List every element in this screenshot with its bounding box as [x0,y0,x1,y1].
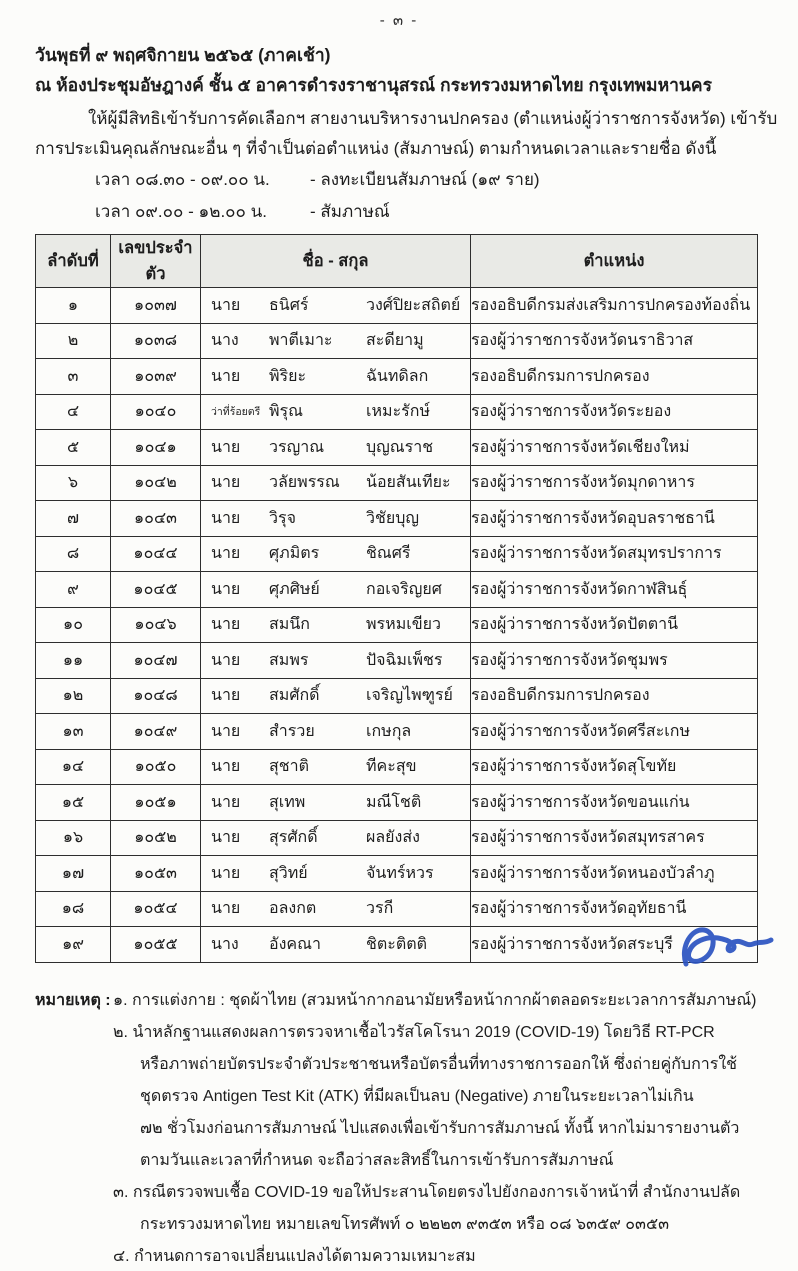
cell-first-name: ศุภมิตร [269,545,320,563]
cell-last-name: วรกี [366,900,394,918]
note-line: ๒. นำหลักฐานแสดงผลการตรวจหาเชื้อไวรัสโคโรนา 2019 (COVID-19) โดยวิธี RT-PCR [113,1023,715,1041]
cell-name [201,394,471,430]
note-line: ชุดตรวจ Antigen Test Kit (ATK) ที่มีผลเป็นลบ (Negative) ภายในระยะเวลาไม่เกิน [140,1087,694,1105]
cell-id: ๑๐๔๘ [111,678,201,714]
note-line: ๓. กรณีตรวจพบเชื้อ COVID-19 ขอให้ประสานโดยตรงไปยังกองการเจ้าหน้าที่ สำนักงานปลัด [113,1183,741,1201]
cell-last-name: บุญณราช [366,438,434,456]
table-row [36,323,758,359]
table-row [36,359,758,395]
cell-id: ๑๐๔๖ [111,607,201,643]
cell-id: ๑๐๔๒ [111,465,201,501]
cell-order: ๑๗ [36,856,111,892]
cell-name [201,430,471,466]
cell-position: รองอธิบดีกรมการปกครอง [471,359,758,395]
cell-last-name: ฉันทดิลก [366,367,429,385]
cell-id: ๑๐๓๘ [111,323,201,359]
cell-order: ๙ [36,572,111,608]
cell-name [201,714,471,750]
cell-title: นาย [211,474,241,492]
candidates-table-body [36,288,758,963]
table-row [36,501,758,537]
table-row [36,927,758,963]
cell-name [201,323,471,359]
cell-first-name: สมพร [269,651,309,669]
cell-order: ๑๓ [36,714,111,750]
cell-title: นาย [211,296,241,314]
table-row [36,714,758,750]
cell-id: ๑๐๔๓ [111,501,201,537]
schedule-time: เวลา ๐๙.๐๐ - ๑๒.๐๐ น. [95,202,267,221]
cell-order: ๗ [36,501,111,537]
cell-title: นาย [211,793,241,811]
table-row [36,465,758,501]
note-line: ตามวันและเวลาที่กำหนด จะถือว่าสละสิทธิ์ในการเข้ารับการสัมภาษณ์ [140,1151,614,1169]
cell-position: รองผู้ว่าราชการจังหวัดนราธิวาส [471,323,758,359]
cell-position: รองผู้ว่าราชการจังหวัดอุทัยธานี [471,891,758,927]
cell-id: ๑๐๓๙ [111,359,201,395]
cell-position: รองผู้ว่าราชการจังหวัดสมุทรปราการ [471,536,758,572]
cell-last-name: ชิณศรี [366,545,411,563]
table-row [36,785,758,821]
table-row [36,891,758,927]
candidates-table [35,234,758,963]
document-header [35,40,763,100]
column-header-id: เลขประจำตัว [111,235,201,288]
cell-last-name: กอเจริญยศ [366,580,442,598]
table-row [36,678,758,714]
cell-name [201,572,471,608]
cell-title: นาย [211,616,241,634]
cell-order: ๑๔ [36,749,111,785]
cell-name [201,820,471,856]
column-header-position: ตำแหน่ง [471,235,758,288]
table-row [36,536,758,572]
cell-position: รองผู้ว่าราชการจังหวัดหนองบัวลำภู [471,856,758,892]
table-row [36,749,758,785]
cell-id: ๑๐๕๒ [111,820,201,856]
cell-name [201,465,471,501]
cell-name [201,749,471,785]
column-header-name: ชื่อ - สกุล [201,235,471,288]
cell-first-name: สุรศักดิ์ [269,829,318,847]
cell-id: ๑๐๕๐ [111,749,201,785]
cell-first-name: พิรุณ [269,403,303,421]
cell-last-name: ทีคะสุข [366,758,417,776]
cell-title: นาย [211,864,241,882]
schedule-row-interview [35,196,763,228]
cell-name [201,785,471,821]
schedule-list [35,164,763,228]
column-header-order: ลำดับที่ [36,235,111,288]
table-row [36,288,758,324]
cell-last-name: มณีโชติ [366,793,422,811]
cell-order: ๑๙ [36,927,111,963]
cell-first-name: สมนึก [269,616,310,634]
meeting-date-line: วันพุธที่ ๙ พฤศจิกายน ๒๕๖๕ (ภาคเช้า) [35,45,331,65]
cell-order: ๑๘ [36,891,111,927]
cell-last-name: จันทร์หวร [366,864,434,882]
cell-order: ๓ [36,359,111,395]
cell-title: นาย [211,687,241,705]
notes-section [35,985,763,1271]
cell-last-name: ผลยังส่ง [366,829,420,847]
cell-order: ๑๐ [36,607,111,643]
cell-last-name: เจริญไพฑูรย์ [366,687,453,705]
cell-title: นาย [211,580,241,598]
cell-title: นาย [211,758,241,776]
schedule-row-registration [35,164,763,196]
cell-last-name: ชิตะติตติ [366,935,428,953]
cell-position: รองผู้ว่าราชการจังหวัดสุโขทัย [471,749,758,785]
intro-paragraph [35,104,778,164]
cell-position: รองผู้ว่าราชการจังหวัดอุบลราชธานี [471,501,758,537]
note-line: กระทรวงมหาดไทย หมายเลขโทรศัพท์ ๐ ๒๒๒๓ ๙๓๕๓ หรือ ๐๘ ๖๓๕๙ ๐๓๕๓ [140,1215,670,1233]
cell-name [201,643,471,679]
note-line: ๗๒ ชั่วโมงก่อนการสัมภาษณ์ ไปแสดงเพื่อเข้ารับการสัมภาษณ์ ทั้งนี้ หากไม่มารายงานตัว [140,1119,740,1137]
cell-title: นาย [211,722,241,740]
cell-id: ๑๐๔๗ [111,643,201,679]
cell-title: นาง [211,935,239,953]
cell-name [201,927,471,963]
cell-order: ๑๑ [36,643,111,679]
cell-id: ๑๐๔๑ [111,430,201,466]
cell-id: ๑๐๕๓ [111,856,201,892]
cell-first-name: สุเทพ [269,793,306,811]
page-number: - ๓ - [379,12,419,29]
note-line: ๑. การแต่งกาย : ชุดผ้าไทย (สวมหน้ากากอนามัยหรือหน้ากากผ้าตลอดระยะเวลาการสัมภาษณ์) [113,991,757,1009]
cell-order: ๖ [36,465,111,501]
cell-first-name: วิรุจ [269,509,296,527]
cell-order: ๔ [36,394,111,430]
note-line: ๔. กำหนดการอาจเปลี่ยนแปลงได้ตามความเหมาะสม [113,1247,476,1265]
cell-position: รองผู้ว่าราชการจังหวัดขอนแก่น [471,785,758,821]
cell-last-name: ปัจฉิมเพ็ชร [366,651,443,669]
cell-id: ๑๐๔๙ [111,714,201,750]
intro-line-2: การประเมินคุณลักษณะอื่น ๆ ที่จำเป็นต่อตำแหน่ง (สัมภาษณ์) ตามกำหนดเวลาและรายชื่อ ดังนี้ [35,139,717,158]
meeting-venue-line: ณ ห้องประชุมอัษฎางค์ ชั้น ๕ อาคารดำรงราชานุสรณ์ กระทรวงมหาดไทย กรุงเทพมหานคร [35,75,713,95]
cell-title: นาย [211,509,241,527]
cell-name [201,359,471,395]
cell-last-name: น้อยสันเทียะ [366,474,451,492]
table-row [36,430,758,466]
cell-position: รองผู้ว่าราชการจังหวัดกาฬสินธุ์ [471,572,758,608]
cell-name [201,288,471,324]
cell-position: รองผู้ว่าราชการจังหวัดชุมพร [471,643,758,679]
cell-last-name: วงศ์ปิยะสถิตย์ [366,296,461,314]
table-row [36,607,758,643]
cell-first-name: สมศักดิ์ [269,687,320,705]
cell-last-name: เหมะรักษ์ [366,403,430,421]
candidates-table-header [36,235,758,288]
cell-order: ๕ [36,430,111,466]
cell-title: นาย [211,367,241,385]
cell-last-name: สะดียามู [366,332,424,350]
cell-position: รองผู้ว่าราชการจังหวัดเชียงใหม่ [471,430,758,466]
cell-position: รองผู้ว่าราชการจังหวัดมุกดาหาร [471,465,758,501]
cell-order: ๘ [36,536,111,572]
cell-first-name: พิริยะ [269,367,307,385]
cell-order: ๑ [36,288,111,324]
cell-id: ๑๐๔๐ [111,394,201,430]
notes-items [113,985,763,1271]
cell-first-name: ศุภศิษย์ [269,580,320,598]
cell-position: รองอธิบดีกรมการปกครอง [471,678,758,714]
schedule-activity: - สัมภาษณ์ [310,202,390,221]
cell-title: นาย [211,900,241,918]
cell-title: นาย [211,651,241,669]
cell-id: ๑๐๕๕ [111,927,201,963]
cell-first-name: อลงกต [269,900,317,918]
notes-label: หมายเหตุ : [35,991,111,1009]
cell-position: รองผู้ว่าราชการจังหวัดระยอง [471,394,758,430]
cell-last-name: พรหมเขียว [366,616,441,634]
note-line: หรือภาพถ่ายบัตรประจำตัวประชาชนหรือบัตรอื่นที่ทางราชการออกให้ ซึ่งถ่ายคู่กับการใช้ [140,1055,738,1073]
table-row [36,394,758,430]
cell-name [201,536,471,572]
cell-name [201,607,471,643]
cell-first-name: วลัยพรรณ [269,474,340,492]
table-row [36,572,758,608]
cell-order: ๑๕ [36,785,111,821]
cell-position: รองอธิบดีกรมส่งเสริมการปกครองท้องถิ่น [471,288,758,324]
cell-id: ๑๐๕๑ [111,785,201,821]
cell-position: รองผู้ว่าราชการจังหวัดสระบุรี [471,927,758,963]
cell-id: ๑๐๕๔ [111,891,201,927]
cell-position: รองผู้ว่าราชการจังหวัดศรีสะเกษ [471,714,758,750]
cell-title: นาย [211,438,241,456]
cell-name [201,891,471,927]
cell-title: นาย [211,545,241,563]
cell-last-name: วิชัยบุญ [366,509,420,527]
cell-last-name: เกษกุล [366,722,412,740]
cell-first-name: ธนิศร์ [269,296,309,314]
cell-position: รองผู้ว่าราชการจังหวัดปัตตานี [471,607,758,643]
cell-title: นาย [211,829,241,847]
cell-id: ๑๐๔๕ [111,572,201,608]
table-row [36,643,758,679]
cell-title: นาง [211,332,239,350]
cell-first-name: สุวิทย์ [269,864,308,882]
cell-id: ๑๐๔๔ [111,536,201,572]
cell-id: ๑๐๓๗ [111,288,201,324]
schedule-time: เวลา ๐๘.๓๐ - ๐๙.๐๐ น. [95,170,270,189]
cell-order: ๑๒ [36,678,111,714]
cell-name [201,856,471,892]
cell-position: รองผู้ว่าราชการจังหวัดสมุทรสาคร [471,820,758,856]
cell-order: ๑๖ [36,820,111,856]
intro-line-1: ให้ผู้มีสิทธิเข้ารับการคัดเลือกฯ สายงานบริหารงานปกครอง (ตำแหน่งผู้ว่าราชการจังหวัด) เข้ารับ [88,109,778,128]
cell-first-name: วรญาณ [269,438,325,456]
cell-order: ๒ [36,323,111,359]
table-row [36,820,758,856]
table-row [36,856,758,892]
schedule-activity: - ลงทะเบียนสัมภาษณ์ (๑๙ ราย) [310,170,540,189]
cell-first-name: สำรวย [269,722,315,740]
cell-title: ว่าที่ร้อยตรี [211,406,261,419]
cell-first-name: สุชาติ [269,758,309,776]
cell-name [201,501,471,537]
cell-first-name: อังคณา [269,935,321,953]
cell-first-name: พาตีเมาะ [269,332,333,350]
cell-name [201,678,471,714]
